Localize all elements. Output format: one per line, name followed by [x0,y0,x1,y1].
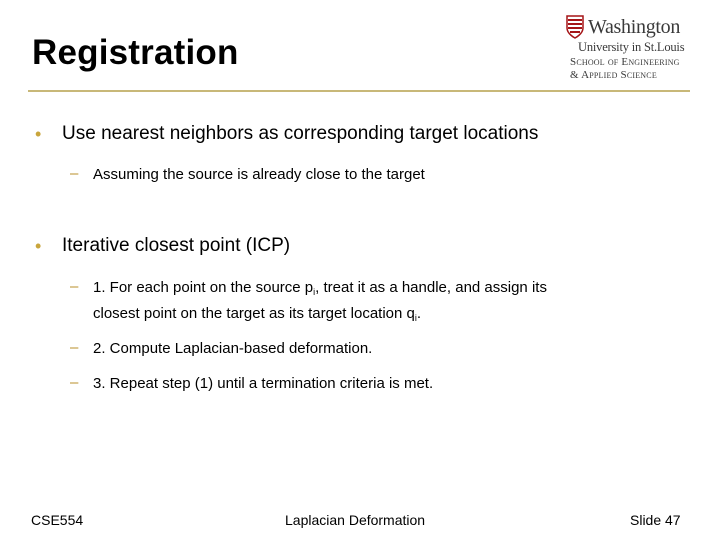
sub-bullet-text: Assuming the source is already close to the target [93,166,425,183]
logo-applied: & Applied Science [570,69,657,81]
bullet-nearest-neighbors [35,122,539,146]
bullet-icon: • [35,124,42,144]
bullet-icon: • [35,236,42,256]
dash-icon: – [70,339,79,356]
logo-university: University in St.Louis [578,40,685,54]
sub-bullet-text: 3. Repeat step (1) until a termination criteria is met. [93,375,434,392]
step1-text-d: . [416,305,422,322]
dash-icon: – [70,278,79,295]
slide-title: Registration [32,33,239,72]
step1-text-c: closest point on the target as its target location q [93,305,415,322]
sub-bullet-step-3 [70,373,434,394]
subscript-i: i [414,313,417,323]
bullet-icp [35,234,291,258]
bullet-text: Use nearest neighbors as corresponding target locations [62,123,539,144]
sub-bullet-step-1 [70,277,683,329]
dash-icon: – [70,374,79,391]
sub-bullet-text: 2. Compute Laplacian-based deformation. [93,340,373,357]
sub-bullet-assumption [70,164,425,185]
step1-text-a: 1. For each point on the source p [93,279,314,296]
step1-text-b: , treat it as a handle, and assign its [315,279,547,296]
logo-wordmark: Washington [588,16,681,38]
bullet-text: Iterative closest point (ICP) [62,235,291,256]
title-divider [28,90,690,92]
logo-school: School of Engineering [570,56,680,68]
subscript-i: i [313,287,316,297]
footer-course: CSE554 [31,512,84,528]
university-logo [566,12,694,82]
footer-slide-number: Slide 47 [630,512,681,528]
footer-title: Laplacian Deformation [285,512,426,528]
sub-bullet-step-2 [70,338,373,359]
dash-icon: – [70,165,79,182]
shield-icon [566,15,584,39]
